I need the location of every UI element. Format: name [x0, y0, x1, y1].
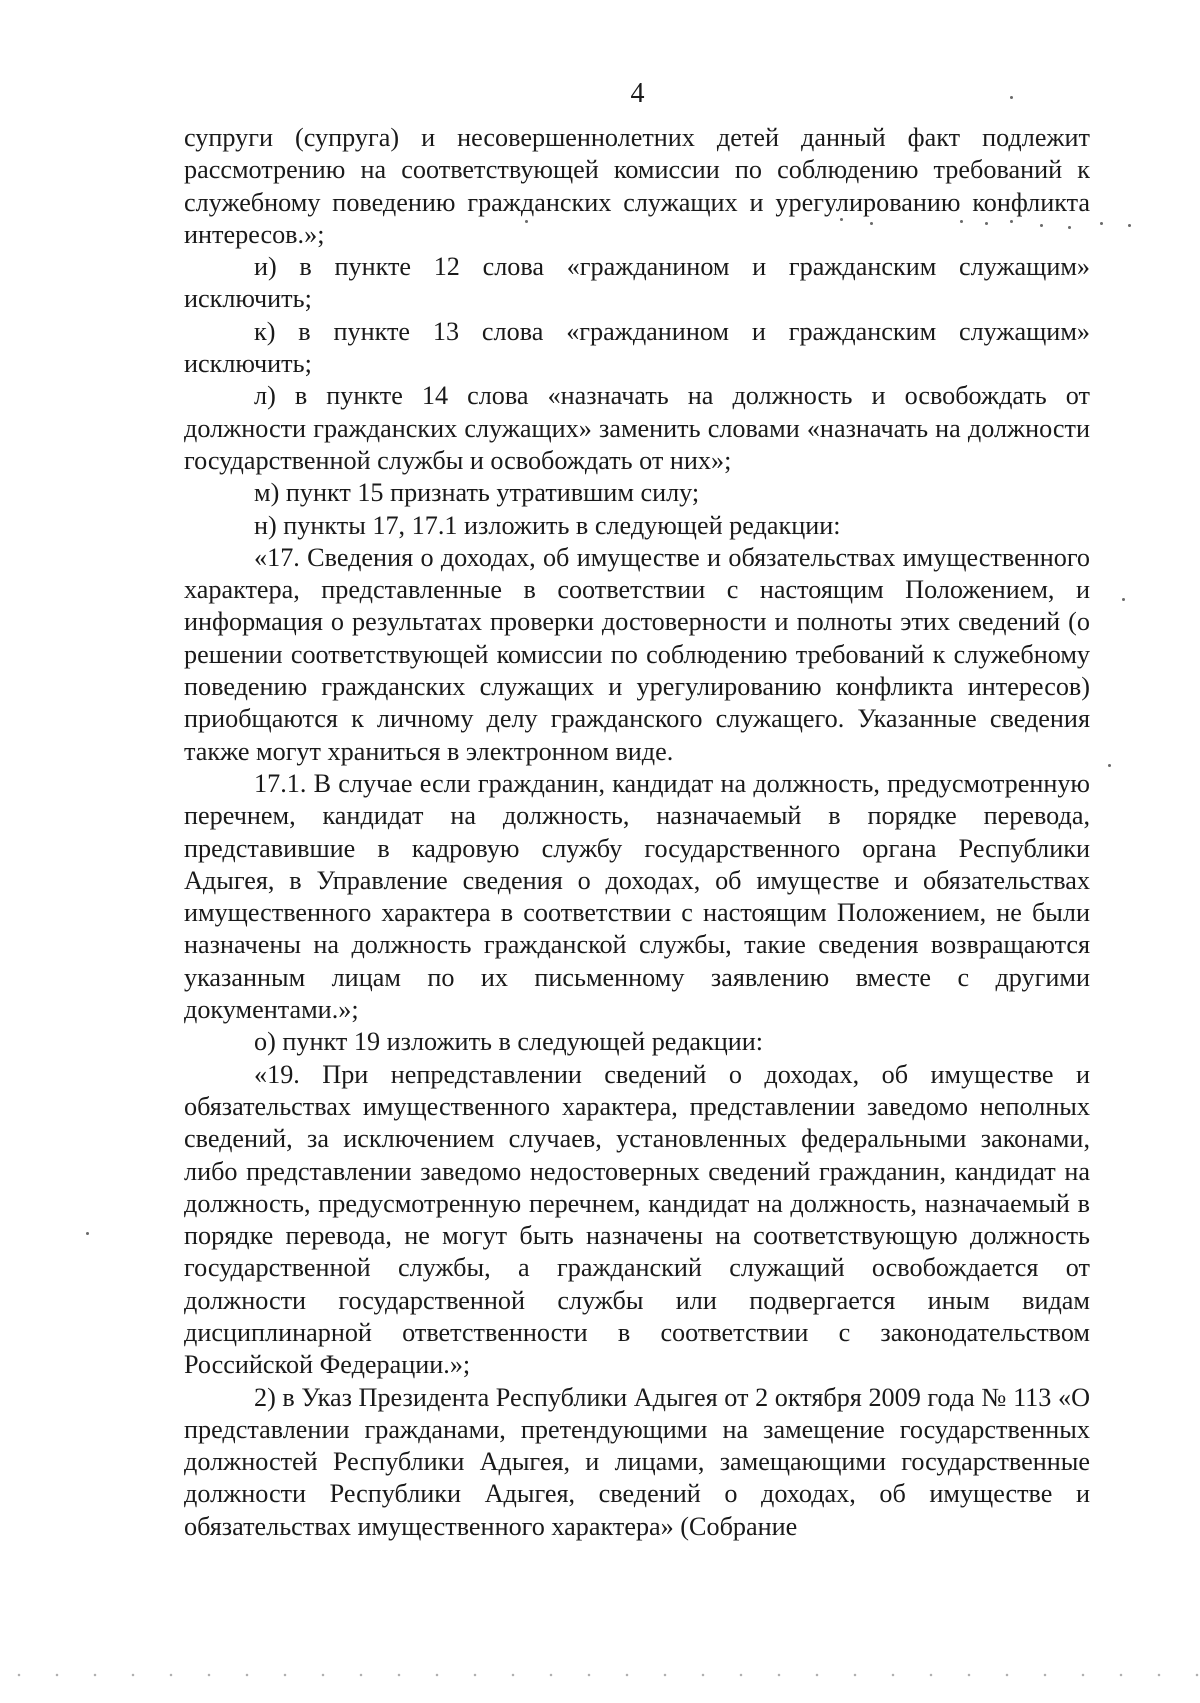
scan-speck — [1108, 764, 1111, 767]
scan-speck — [985, 222, 988, 225]
paragraph-item-k: к) в пункте 13 слова «гражданином и гражданским служащим» исключить; — [184, 316, 1090, 379]
paragraph-continuation: супруги (супруга) и несовершеннолетних детей данный факт подлежит рассмотрению на соответствующей комиссии по соблюдению требований к служебному поведению гражданских служащих и урегулированию конфликта интересов.»; — [184, 123, 1090, 249]
paragraph-item-o: о) пункт 19 изложить в следующей редакции: — [254, 1027, 764, 1057]
scan-speck — [960, 220, 963, 223]
scan-speck — [1100, 222, 1103, 225]
paragraph-item-i: и) в пункте 12 слова «гражданином и гражданским служащим» исключить; — [184, 252, 1090, 314]
scan-speck — [1122, 598, 1125, 601]
paragraph-item-2: 2) в Указ Президента Республики Адыгея от 2 октября 2009 года № 113 «О представлении гражданами, претендующими на замещение государственных должностей Республики Адыгея, и лицами, замещающими государственные должности Республики Адыгея, сведений о доходах, об имуществе и обязательствах имущественного характера» (Собрание — [184, 1382, 1090, 1541]
scan-speck — [1068, 226, 1071, 229]
scan-speck — [1010, 220, 1013, 223]
page-number: 4 — [630, 78, 645, 109]
paragraph-item-m: м) пункт 15 признать утратившим силу; — [254, 478, 700, 508]
paragraph-item-l: л) в пункте 14 слова «назначать на должность и освобождать от должности гражданских служащих» заменить словами «назначать на должности государственной службы и освобождать от них»; — [184, 381, 1090, 475]
scan-speck — [525, 220, 528, 223]
document-body — [184, 122, 1090, 1543]
paragraph-item-n: н) пункты 17, 17.1 изложить в следующей редакции: — [254, 510, 841, 540]
paragraph-clause-17-1: 17.1. В случае если гражданин, кандидат на должность, предусмотренную перечнем, кандидат на должность, назначаемый в порядке перевода, представившие в кадровую службу государственного органа Республики Адыгея, в Управление сведения о доходах, об имуществе и обязательствах имущественного характера в соответствии с настоящим Положением, не были назначены на должность гражданской службы, такие сведения возвращаются указанным лицам по их письменному заявлению вместе с другими документами.»; — [184, 768, 1090, 1025]
paragraph-clause-17: «17. Сведения о доходах, об имуществе и обязательствах имущественного характера, представленные в соответствии с настоящим Положением, и информация о результатах проверки достоверности и полноты этих сведений (о решении соответствующей комиссии по соблюдению требований к служебному поведению гражданских служащих и урегулированию конфликта интересов) приобщаются к личному делу гражданского служащего. Указанные сведения также могут храниться в электронном виде. — [184, 542, 1090, 766]
scan-speck — [840, 218, 843, 221]
scan-speck — [86, 1232, 89, 1235]
scan-speck — [1128, 224, 1131, 227]
paragraph-clause-19: «19. При непредставлении сведений о доходах, об имуществе и обязательствах имущественного характера, представлении заведомо неполных сведений, за исключением случаев, установленных федеральными законами, либо представлении заведомо недостоверных сведений гражданин, кандидат на должность, предусмотренную перечнем, кандидат на должность, назначаемый в порядке перевода, не могут быть назначены на соответствующую должность государственной службы, а гражданский служащий освобождается от должности государственной службы или подвергается иным видам дисциплинарной ответственности в соответствии с законодательством Российской Федерации.»; — [184, 1059, 1090, 1380]
scan-speck — [1010, 96, 1013, 99]
scan-edge-artifact — [0, 1672, 1200, 1678]
scan-speck — [1040, 224, 1043, 227]
scan-speck — [870, 222, 873, 225]
